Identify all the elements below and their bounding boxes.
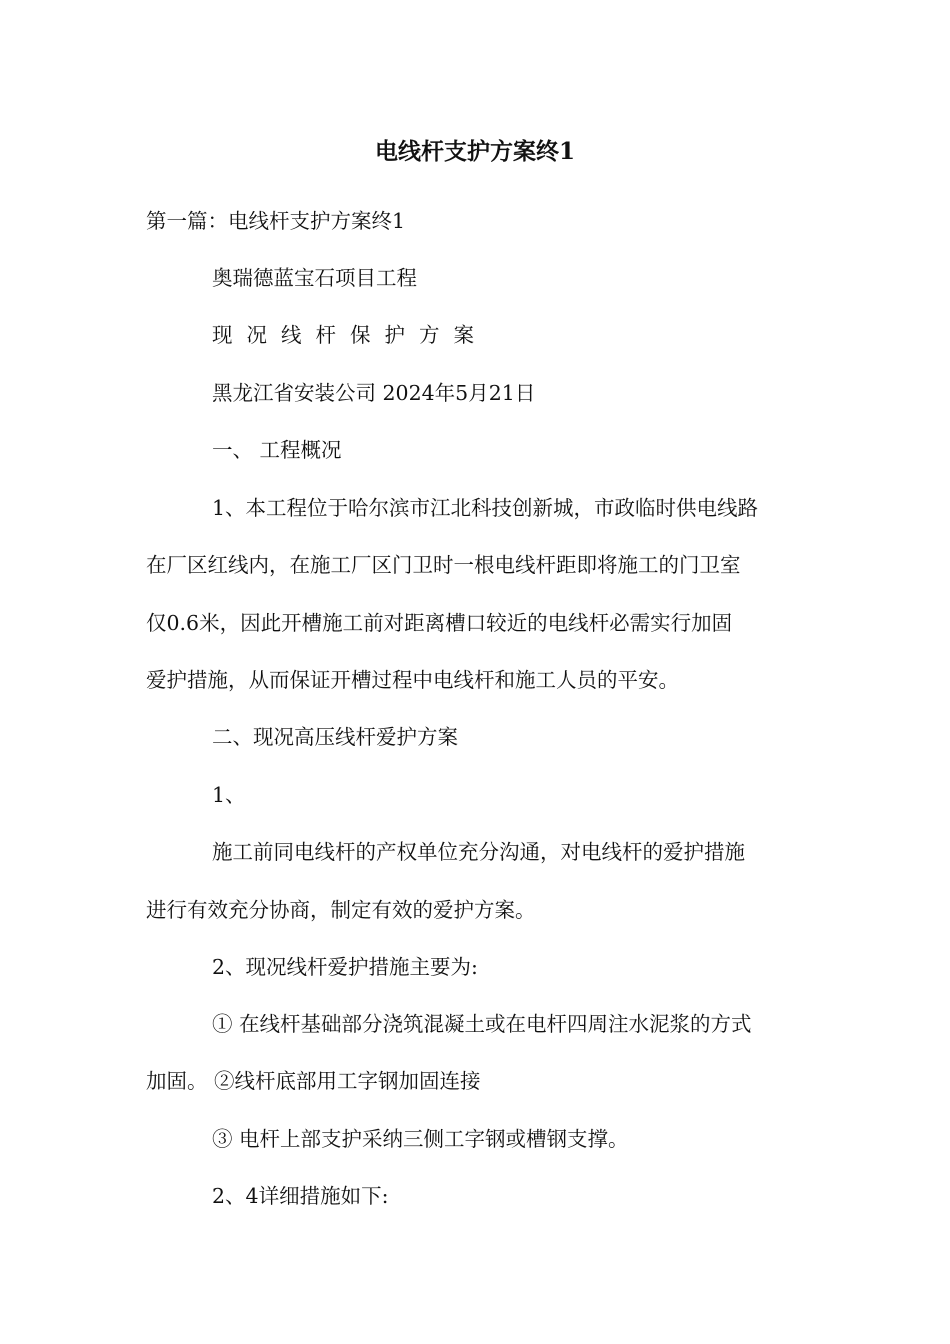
paragraph-line: 仅0.6米，因此开槽施工前对距离槽口较近的电线杆必需实行加固: [146, 611, 733, 635]
section-heading-overview: 一、 工程概况: [212, 438, 342, 462]
measure-item: 加固。 ②线杆底部用工字钢加固连接: [146, 1069, 481, 1093]
paragraph-line: 在厂区红线内，在施工厂区门卫时一根电线杆距即将施工的门卫室: [146, 553, 741, 577]
subheading-details: 2、4详细措施如下:: [212, 1184, 389, 1208]
chapter-heading: 第一篇：电线杆支护方案终1: [146, 209, 406, 233]
paragraph-line: 1、本工程位于哈尔滨市江北科技创新城，市政临时供电线路: [212, 496, 759, 520]
subheading-measures: 2、现况线杆爱护措施主要为:: [212, 955, 478, 979]
paragraph-line: 施工前同电线杆的产权单位充分沟通，对电线杆的爱护措施: [212, 840, 745, 864]
company-date-line: 黑龙江省安装公司 2024年5月21日: [212, 381, 536, 405]
document-title: 电线杆支护方案终1: [374, 138, 575, 165]
paragraph-line: 进行有效充分协商，制定有效的爱护方案。: [146, 898, 536, 922]
item-number: 1、: [212, 783, 246, 807]
section-heading-protection: 二、现况高压线杆爱护方案: [212, 725, 458, 749]
paragraph-line: 爱护措施，从而保证开槽过程中电线杆和施工人员的平安。: [146, 668, 679, 692]
measure-item: ③ 电杆上部支护采纳三侧工字钢或槽钢支撑。: [212, 1127, 629, 1151]
project-name: 奥瑞德蓝宝石项目工程: [212, 266, 417, 290]
measure-item: ① 在线杆基础部分浇筑混凝土或在电杆四周注水泥浆的方式: [212, 1012, 752, 1036]
plan-name: 现况线杆保护方案: [212, 323, 488, 347]
